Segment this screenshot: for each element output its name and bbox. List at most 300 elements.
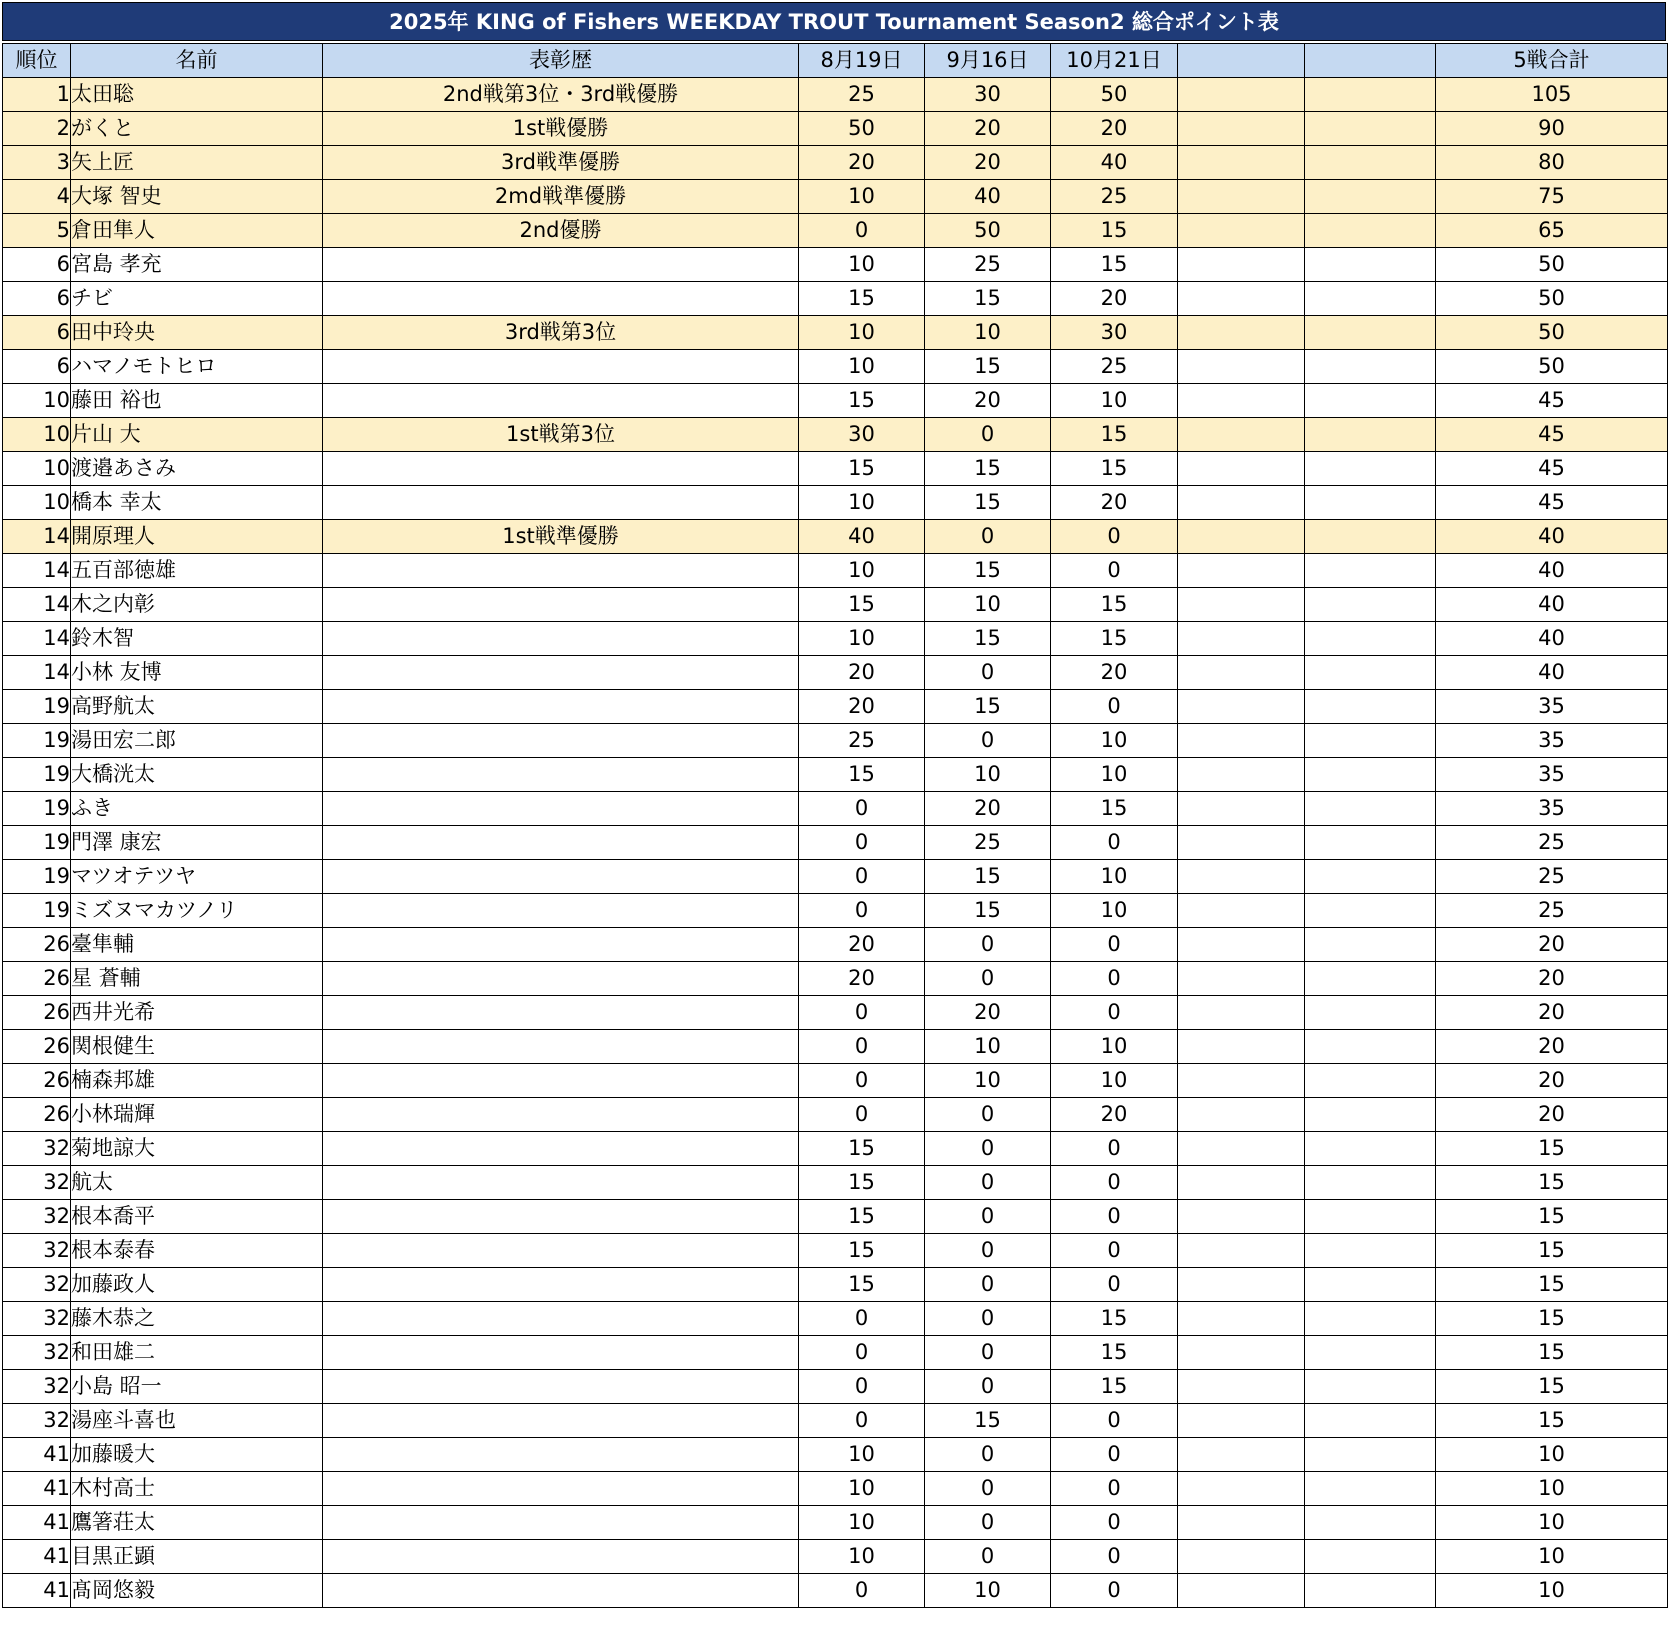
round-3-points: 0 [1051, 520, 1178, 554]
round-2-points: 20 [925, 112, 1051, 146]
rank-cell: 32 [3, 1336, 71, 1370]
table-row [3, 350, 1668, 384]
round-4-points [1178, 1574, 1305, 1608]
round-5-points [1305, 758, 1436, 792]
award-cell: 3rd戦準優勝 [323, 146, 799, 180]
rank-cell: 10 [3, 418, 71, 452]
round-3-points: 15 [1051, 418, 1178, 452]
rank-cell: 19 [3, 792, 71, 826]
round-3-points: 15 [1051, 248, 1178, 282]
round-4-points [1178, 282, 1305, 316]
round-5-points [1305, 690, 1436, 724]
round-3-points: 25 [1051, 180, 1178, 214]
total-points: 80 [1436, 146, 1668, 180]
award-cell [323, 826, 799, 860]
round-5-points [1305, 350, 1436, 384]
round-3-points: 10 [1051, 384, 1178, 418]
name-cell: 加藤政人 [71, 1268, 323, 1302]
round-4-points [1178, 758, 1305, 792]
name-cell: 片山 大 [71, 418, 323, 452]
round-3-points: 0 [1051, 1540, 1178, 1574]
rank-cell: 26 [3, 1064, 71, 1098]
round-1-points: 15 [799, 1234, 925, 1268]
rank-cell: 19 [3, 894, 71, 928]
round-4-points [1178, 1472, 1305, 1506]
round-3-points: 0 [1051, 1438, 1178, 1472]
name-cell: 鈴木智 [71, 622, 323, 656]
table-row [3, 826, 1668, 860]
total-points: 10 [1436, 1506, 1668, 1540]
round-1-points: 50 [799, 112, 925, 146]
total-points: 50 [1436, 316, 1668, 350]
round-1-points: 0 [799, 1030, 925, 1064]
name-cell: 湯田宏二郎 [71, 724, 323, 758]
round-1-points: 0 [799, 996, 925, 1030]
award-cell [323, 1098, 799, 1132]
round-5-points [1305, 1030, 1436, 1064]
round-1-points: 30 [799, 418, 925, 452]
round-1-points: 10 [799, 1438, 925, 1472]
award-cell [323, 1268, 799, 1302]
award-cell [323, 282, 799, 316]
award-cell [323, 928, 799, 962]
name-cell: 小島 昭一 [71, 1370, 323, 1404]
total-points: 45 [1436, 384, 1668, 418]
award-cell [323, 384, 799, 418]
round-4-points [1178, 826, 1305, 860]
round-5-points [1305, 1234, 1436, 1268]
round-3-points: 10 [1051, 1064, 1178, 1098]
round-5-points [1305, 1098, 1436, 1132]
rank-cell: 32 [3, 1200, 71, 1234]
total-points: 20 [1436, 928, 1668, 962]
round-5-points [1305, 112, 1436, 146]
rank-cell: 32 [3, 1166, 71, 1200]
round-5-points [1305, 282, 1436, 316]
name-cell: 鷹箸荘太 [71, 1506, 323, 1540]
round-1-points: 20 [799, 928, 925, 962]
rank-cell: 41 [3, 1540, 71, 1574]
table-row [3, 1540, 1668, 1574]
name-cell: 倉田隼人 [71, 214, 323, 248]
round-5-points [1305, 1540, 1436, 1574]
rank-cell: 32 [3, 1132, 71, 1166]
award-cell [323, 894, 799, 928]
header-total: 5戦合計 [1436, 44, 1668, 78]
name-cell: 矢上匠 [71, 146, 323, 180]
total-points: 10 [1436, 1574, 1668, 1608]
award-cell [323, 996, 799, 1030]
award-cell: 3rd戦第3位 [323, 316, 799, 350]
rank-cell: 14 [3, 588, 71, 622]
name-cell: 太田聡 [71, 78, 323, 112]
name-cell: 渡邉あさみ [71, 452, 323, 486]
total-points: 10 [1436, 1438, 1668, 1472]
award-cell [323, 1370, 799, 1404]
round-1-points: 10 [799, 1540, 925, 1574]
name-cell: がくと [71, 112, 323, 146]
total-points: 75 [1436, 180, 1668, 214]
round-2-points: 0 [925, 1302, 1051, 1336]
round-5-points [1305, 1268, 1436, 1302]
total-points: 25 [1436, 894, 1668, 928]
total-points: 105 [1436, 78, 1668, 112]
round-4-points [1178, 1404, 1305, 1438]
total-points: 15 [1436, 1166, 1668, 1200]
round-2-points: 0 [925, 1370, 1051, 1404]
name-cell: 関根健生 [71, 1030, 323, 1064]
name-cell: ハマノモトヒロ [71, 350, 323, 384]
rank-cell: 5 [3, 214, 71, 248]
round-1-points: 0 [799, 1574, 925, 1608]
round-2-points: 0 [925, 1200, 1051, 1234]
round-4-points [1178, 690, 1305, 724]
round-5-points [1305, 316, 1436, 350]
award-cell [323, 690, 799, 724]
round-3-points: 15 [1051, 792, 1178, 826]
rank-cell: 26 [3, 1030, 71, 1064]
name-cell: ミズヌマカツノリ [71, 894, 323, 928]
rank-cell: 4 [3, 180, 71, 214]
name-cell: 西井光希 [71, 996, 323, 1030]
award-cell [323, 792, 799, 826]
round-1-points: 15 [799, 1268, 925, 1302]
total-points: 35 [1436, 792, 1668, 826]
round-4-points [1178, 112, 1305, 146]
round-2-points: 0 [925, 1132, 1051, 1166]
round-2-points: 10 [925, 316, 1051, 350]
round-3-points: 10 [1051, 1030, 1178, 1064]
header-round-1: 8月19日 [799, 44, 925, 78]
round-3-points: 15 [1051, 214, 1178, 248]
round-4-points [1178, 1064, 1305, 1098]
round-2-points: 20 [925, 792, 1051, 826]
total-points: 15 [1436, 1370, 1668, 1404]
award-cell [323, 1234, 799, 1268]
name-cell: 橋本 幸太 [71, 486, 323, 520]
round-2-points: 0 [925, 928, 1051, 962]
rank-cell: 19 [3, 724, 71, 758]
total-points: 25 [1436, 826, 1668, 860]
round-3-points: 20 [1051, 282, 1178, 316]
round-2-points: 10 [925, 1030, 1051, 1064]
round-1-points: 0 [799, 1064, 925, 1098]
table-row [3, 1302, 1668, 1336]
round-4-points [1178, 350, 1305, 384]
round-2-points: 0 [925, 1438, 1051, 1472]
round-1-points: 10 [799, 350, 925, 384]
header-rank: 順位 [3, 44, 71, 78]
round-4-points [1178, 996, 1305, 1030]
round-2-points: 25 [925, 826, 1051, 860]
table-row [3, 78, 1668, 112]
round-2-points: 30 [925, 78, 1051, 112]
rank-cell: 2 [3, 112, 71, 146]
round-1-points: 20 [799, 656, 925, 690]
rank-cell: 41 [3, 1574, 71, 1608]
table-row [3, 1404, 1668, 1438]
round-2-points: 15 [925, 894, 1051, 928]
round-2-points: 15 [925, 690, 1051, 724]
round-5-points [1305, 1370, 1436, 1404]
total-points: 10 [1436, 1540, 1668, 1574]
table-row [3, 1098, 1668, 1132]
rank-cell: 6 [3, 282, 71, 316]
round-1-points: 10 [799, 554, 925, 588]
round-5-points [1305, 622, 1436, 656]
award-cell [323, 622, 799, 656]
round-1-points: 0 [799, 1302, 925, 1336]
table-row [3, 418, 1668, 452]
total-points: 35 [1436, 690, 1668, 724]
round-2-points: 0 [925, 656, 1051, 690]
table-row [3, 384, 1668, 418]
name-cell: 航太 [71, 1166, 323, 1200]
rank-cell: 6 [3, 248, 71, 282]
round-3-points: 20 [1051, 1098, 1178, 1132]
round-2-points: 10 [925, 758, 1051, 792]
round-4-points [1178, 520, 1305, 554]
total-points: 50 [1436, 350, 1668, 384]
table-row [3, 1200, 1668, 1234]
total-points: 40 [1436, 656, 1668, 690]
round-4-points [1178, 860, 1305, 894]
total-points: 20 [1436, 962, 1668, 996]
award-cell [323, 1132, 799, 1166]
round-1-points: 15 [799, 758, 925, 792]
round-5-points [1305, 1166, 1436, 1200]
round-3-points: 0 [1051, 826, 1178, 860]
round-1-points: 15 [799, 384, 925, 418]
round-2-points: 15 [925, 860, 1051, 894]
total-points: 45 [1436, 418, 1668, 452]
round-1-points: 20 [799, 146, 925, 180]
total-points: 10 [1436, 1472, 1668, 1506]
round-4-points [1178, 622, 1305, 656]
round-5-points [1305, 860, 1436, 894]
round-4-points [1178, 1132, 1305, 1166]
round-5-points [1305, 520, 1436, 554]
round-2-points: 15 [925, 1404, 1051, 1438]
round-1-points: 10 [799, 316, 925, 350]
rank-cell: 1 [3, 78, 71, 112]
round-5-points [1305, 792, 1436, 826]
round-3-points: 40 [1051, 146, 1178, 180]
round-1-points: 0 [799, 1404, 925, 1438]
name-cell: チビ [71, 282, 323, 316]
round-3-points: 20 [1051, 656, 1178, 690]
round-1-points: 15 [799, 282, 925, 316]
header-round-5 [1305, 44, 1436, 78]
name-cell: 和田雄二 [71, 1336, 323, 1370]
round-2-points: 0 [925, 962, 1051, 996]
award-cell [323, 1336, 799, 1370]
round-5-points [1305, 1064, 1436, 1098]
round-5-points [1305, 452, 1436, 486]
table-row [3, 690, 1668, 724]
table-row [3, 180, 1668, 214]
award-cell [323, 1166, 799, 1200]
award-cell [323, 724, 799, 758]
round-3-points: 0 [1051, 1506, 1178, 1540]
sheet-title: 2025年 KING of Fishers WEEKDAY TROUT Tournament Season2 総合ポイント表 [2, 2, 1666, 41]
award-cell: 2md戦準優勝 [323, 180, 799, 214]
round-5-points [1305, 1574, 1436, 1608]
name-cell: 加藤暖大 [71, 1438, 323, 1472]
name-cell: 木之内彰 [71, 588, 323, 622]
round-2-points: 15 [925, 350, 1051, 384]
name-cell: ふき [71, 792, 323, 826]
table-row [3, 860, 1668, 894]
table-row [3, 554, 1668, 588]
round-5-points [1305, 894, 1436, 928]
round-5-points [1305, 588, 1436, 622]
round-5-points [1305, 1438, 1436, 1472]
round-4-points [1178, 1302, 1305, 1336]
rank-cell: 14 [3, 622, 71, 656]
table-row [3, 1268, 1668, 1302]
award-cell [323, 350, 799, 384]
rank-cell: 19 [3, 690, 71, 724]
name-cell: 高野航太 [71, 690, 323, 724]
award-cell: 1st戦優勝 [323, 112, 799, 146]
rank-cell: 32 [3, 1370, 71, 1404]
round-2-points: 0 [925, 1268, 1051, 1302]
round-3-points: 10 [1051, 724, 1178, 758]
round-3-points: 0 [1051, 1574, 1178, 1608]
header-row [3, 44, 1668, 78]
round-4-points [1178, 1268, 1305, 1302]
award-cell [323, 860, 799, 894]
table-row [3, 758, 1668, 792]
round-4-points [1178, 1234, 1305, 1268]
round-4-points [1178, 792, 1305, 826]
header-round-4 [1178, 44, 1305, 78]
award-cell [323, 1438, 799, 1472]
rank-cell: 10 [3, 452, 71, 486]
round-4-points [1178, 962, 1305, 996]
name-cell: 門澤 康宏 [71, 826, 323, 860]
round-4-points [1178, 180, 1305, 214]
round-2-points: 0 [925, 1098, 1051, 1132]
round-3-points: 0 [1051, 962, 1178, 996]
round-3-points: 10 [1051, 758, 1178, 792]
round-4-points [1178, 452, 1305, 486]
award-cell [323, 1574, 799, 1608]
round-2-points: 0 [925, 520, 1051, 554]
rank-cell: 32 [3, 1302, 71, 1336]
rank-cell: 19 [3, 826, 71, 860]
round-3-points: 30 [1051, 316, 1178, 350]
header-round-2: 9月16日 [925, 44, 1051, 78]
name-cell: 宮島 孝充 [71, 248, 323, 282]
name-cell: 藤木恭之 [71, 1302, 323, 1336]
round-4-points [1178, 214, 1305, 248]
round-5-points [1305, 384, 1436, 418]
round-1-points: 0 [799, 1336, 925, 1370]
name-cell: 大塚 智史 [71, 180, 323, 214]
round-4-points [1178, 894, 1305, 928]
round-5-points [1305, 1132, 1436, 1166]
round-4-points [1178, 1200, 1305, 1234]
table-row [3, 1472, 1668, 1506]
round-4-points [1178, 1438, 1305, 1472]
round-3-points: 50 [1051, 78, 1178, 112]
round-5-points [1305, 996, 1436, 1030]
header-award: 表彰歴 [323, 44, 799, 78]
round-5-points [1305, 1404, 1436, 1438]
round-2-points: 0 [925, 1506, 1051, 1540]
round-2-points: 15 [925, 486, 1051, 520]
round-4-points [1178, 554, 1305, 588]
round-1-points: 0 [799, 860, 925, 894]
rank-cell: 6 [3, 350, 71, 384]
round-3-points: 10 [1051, 860, 1178, 894]
round-2-points: 15 [925, 452, 1051, 486]
round-2-points: 50 [925, 214, 1051, 248]
round-2-points: 15 [925, 282, 1051, 316]
rank-cell: 32 [3, 1268, 71, 1302]
name-cell: 小林瑞輝 [71, 1098, 323, 1132]
round-3-points: 0 [1051, 1200, 1178, 1234]
total-points: 20 [1436, 996, 1668, 1030]
round-1-points: 10 [799, 622, 925, 656]
round-3-points: 0 [1051, 1132, 1178, 1166]
round-5-points [1305, 1506, 1436, 1540]
round-3-points: 0 [1051, 1472, 1178, 1506]
round-1-points: 25 [799, 78, 925, 112]
table-row [3, 622, 1668, 656]
name-cell: 根本喬平 [71, 1200, 323, 1234]
name-cell: 根本泰春 [71, 1234, 323, 1268]
award-cell [323, 1506, 799, 1540]
round-1-points: 10 [799, 180, 925, 214]
round-5-points [1305, 826, 1436, 860]
rank-cell: 10 [3, 384, 71, 418]
award-cell [323, 452, 799, 486]
table-row [3, 1030, 1668, 1064]
round-4-points [1178, 1098, 1305, 1132]
name-cell: 開原理人 [71, 520, 323, 554]
rank-cell: 14 [3, 554, 71, 588]
total-points: 90 [1436, 112, 1668, 146]
table-row [3, 214, 1668, 248]
total-points: 65 [1436, 214, 1668, 248]
total-points: 40 [1436, 520, 1668, 554]
table-row [3, 520, 1668, 554]
rank-cell: 41 [3, 1472, 71, 1506]
table-row [3, 1132, 1668, 1166]
round-1-points: 10 [799, 248, 925, 282]
round-1-points: 0 [799, 214, 925, 248]
total-points: 35 [1436, 724, 1668, 758]
round-1-points: 15 [799, 452, 925, 486]
award-cell [323, 554, 799, 588]
name-cell: 藤田 裕也 [71, 384, 323, 418]
round-1-points: 20 [799, 962, 925, 996]
table-row [3, 316, 1668, 350]
round-2-points: 0 [925, 418, 1051, 452]
round-4-points [1178, 1506, 1305, 1540]
round-1-points: 0 [799, 826, 925, 860]
round-2-points: 0 [925, 1472, 1051, 1506]
table-row [3, 656, 1668, 690]
round-3-points: 0 [1051, 996, 1178, 1030]
table-row [3, 282, 1668, 316]
round-1-points: 40 [799, 520, 925, 554]
award-cell: 2nd戦第3位・3rd戦優勝 [323, 78, 799, 112]
table-row [3, 1370, 1668, 1404]
